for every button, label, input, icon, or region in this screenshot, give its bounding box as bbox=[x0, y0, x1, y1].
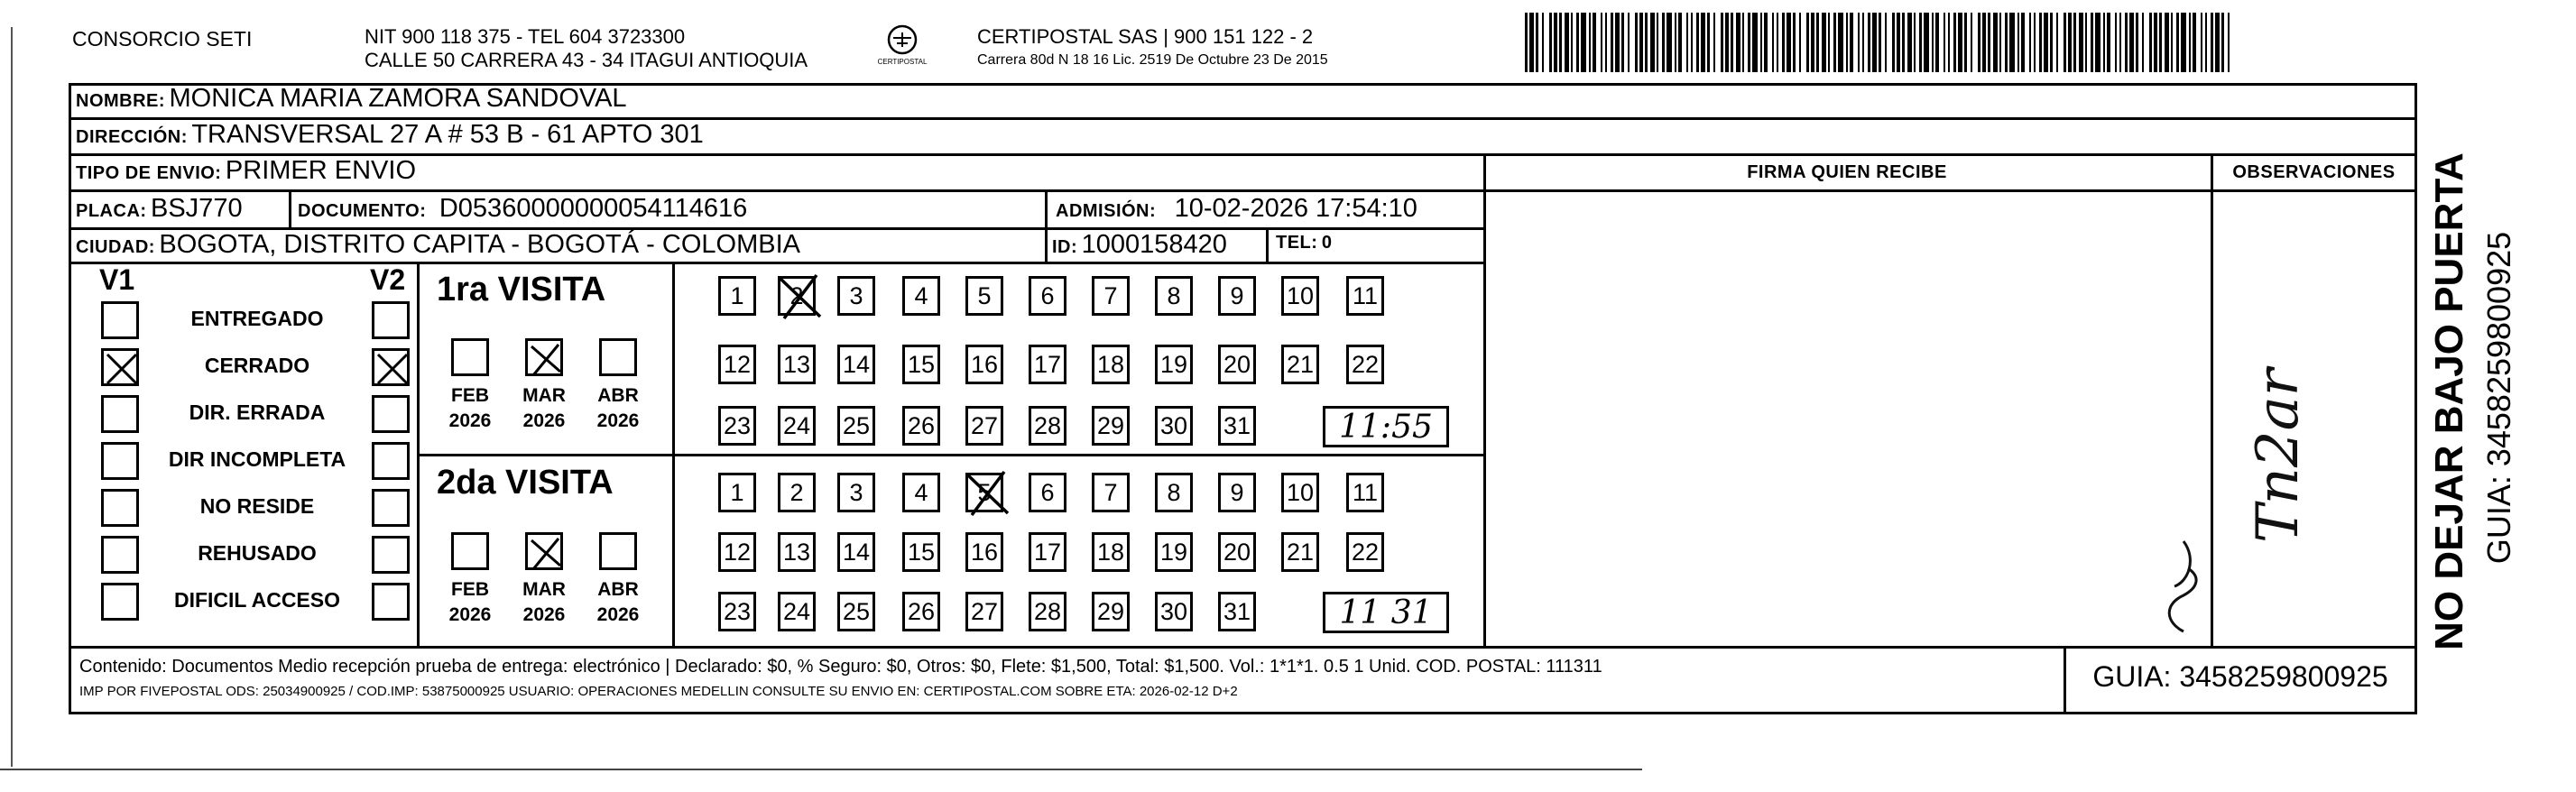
year-label: 2026 bbox=[448, 604, 492, 625]
day-number: 30 bbox=[1159, 597, 1188, 625]
day-box[interactable] bbox=[1155, 592, 1193, 631]
day-number: 3 bbox=[849, 281, 863, 309]
nombre-label: NOMBRE: bbox=[76, 91, 166, 111]
day-box[interactable] bbox=[1029, 406, 1066, 446]
month-checkbox[interactable] bbox=[525, 338, 563, 376]
tipo-label: TIPO DE ENVIO: bbox=[76, 163, 222, 183]
check-x-icon bbox=[775, 272, 826, 322]
ciudad-value: BOGOTA, DISTRITO CAPITA - BOGOTÁ - COLOMBIA bbox=[159, 230, 800, 259]
day-number: 27 bbox=[970, 597, 999, 625]
day-number: 20 bbox=[1223, 538, 1251, 566]
day-number: 21 bbox=[1286, 538, 1315, 566]
status-label: NO RESIDE bbox=[199, 494, 315, 518]
day-number: 15 bbox=[907, 350, 936, 378]
day-number: 2 bbox=[789, 281, 804, 309]
carrier-address: Carrera 80d N 18 16 Lic. 2519 De Octubre 23 De 2015 bbox=[977, 52, 1328, 68]
day-box[interactable] bbox=[778, 406, 816, 446]
month-checkbox[interactable] bbox=[599, 532, 637, 570]
year-label: 2026 bbox=[596, 410, 640, 431]
day-number: 31 bbox=[1223, 411, 1251, 439]
day-box[interactable] bbox=[1092, 345, 1130, 384]
day-box[interactable] bbox=[1155, 276, 1193, 316]
v2-checkbox[interactable] bbox=[372, 489, 410, 527]
day-number: 21 bbox=[1286, 350, 1315, 378]
day-number: 28 bbox=[1033, 411, 1062, 439]
day-box[interactable] bbox=[1092, 592, 1130, 631]
day-box[interactable] bbox=[1346, 532, 1384, 572]
v2-checkbox[interactable] bbox=[372, 583, 410, 621]
company-name: CONSORCIO SETI bbox=[72, 27, 253, 51]
day-number: 6 bbox=[1040, 281, 1055, 309]
day-box[interactable] bbox=[1155, 532, 1193, 572]
day-box[interactable] bbox=[778, 345, 816, 384]
day-number: 29 bbox=[1096, 597, 1125, 625]
v1-label: V1 bbox=[99, 263, 135, 296]
footer-guia: GUIA: 3458259800925 bbox=[2092, 660, 2388, 693]
documento-label: DOCUMENTO: bbox=[298, 201, 427, 221]
status-label: CERRADO bbox=[204, 354, 310, 377]
footer-imp: IMP POR FIVEPOSTAL ODS: 25034900925 / COD.IMP: 53875000925 USUARIO: OPERACIONES MEDELLIN CONSULTE SU ENVIO EN: CERTIPOSTAL.COM SOBRE ETA: 2026-02-12 D+2 bbox=[79, 684, 1238, 699]
day-box[interactable] bbox=[837, 276, 875, 316]
documento-field bbox=[298, 194, 747, 224]
v2-checkbox[interactable] bbox=[372, 442, 410, 480]
id-label: ID: bbox=[1052, 237, 1078, 257]
day-number: 16 bbox=[970, 538, 999, 566]
day-box[interactable] bbox=[1029, 345, 1066, 384]
tel-field bbox=[1276, 233, 1333, 253]
status-label: ENTREGADO bbox=[190, 307, 324, 330]
v1-checkbox[interactable] bbox=[101, 395, 139, 433]
day-number: 8 bbox=[1167, 478, 1181, 506]
day-number: 13 bbox=[782, 538, 811, 566]
carrier-line: CERTIPOSTAL SAS | 900 151 122 - 2 bbox=[977, 25, 1314, 48]
v2-checkbox[interactable] bbox=[372, 536, 410, 574]
day-box[interactable] bbox=[778, 532, 816, 572]
v1-checkbox[interactable] bbox=[101, 301, 139, 339]
day-box[interactable] bbox=[1218, 406, 1256, 446]
day-box[interactable] bbox=[965, 406, 1003, 446]
col-line bbox=[1483, 153, 1486, 646]
day-number: 6 bbox=[1040, 478, 1055, 506]
day-box[interactable] bbox=[1281, 532, 1319, 572]
month-checkbox[interactable] bbox=[599, 338, 637, 376]
day-number: 28 bbox=[1033, 597, 1062, 625]
day-box[interactable] bbox=[1218, 592, 1256, 631]
day-box[interactable] bbox=[1092, 532, 1130, 572]
col-line bbox=[1045, 189, 1048, 262]
second-visit-title: 2da VISITA bbox=[437, 464, 614, 502]
col-line bbox=[289, 189, 291, 227]
day-box[interactable] bbox=[837, 345, 875, 384]
day-box[interactable] bbox=[837, 473, 875, 512]
v1-checkbox[interactable] bbox=[101, 583, 139, 621]
documento-value: D05360000000054114616 bbox=[439, 194, 748, 223]
observation-handwriting: Tn2ar bbox=[2245, 368, 2312, 543]
tipo-row bbox=[76, 156, 416, 186]
day-number: 18 bbox=[1096, 350, 1125, 378]
day-box[interactable] bbox=[837, 532, 875, 572]
side-guia: GUIA: 3458259800925 bbox=[2480, 231, 2517, 565]
day-number: 7 bbox=[1103, 281, 1118, 309]
footer-content: Contenido: Documentos Medio recepción prueba de entrega: electrónico | Declarado: $0, % Seguro: $0, Otros: $0, Flete: $1,500, Total: $1,500. Vol.: 1*1*1. 0.5 1 Unid. COD. POSTAL: 111311 bbox=[79, 657, 1602, 677]
day-box[interactable] bbox=[902, 276, 940, 316]
row-line bbox=[69, 153, 2417, 156]
day-number: 16 bbox=[970, 350, 999, 378]
check-x-icon bbox=[528, 535, 564, 571]
day-box[interactable] bbox=[1346, 473, 1384, 512]
visit-time: 11 31 bbox=[1339, 594, 1433, 631]
ciudad-row bbox=[76, 230, 800, 260]
month-label: FEB bbox=[451, 579, 489, 600]
col-line bbox=[2414, 153, 2417, 646]
col-line bbox=[1266, 227, 1269, 262]
day-box[interactable] bbox=[778, 592, 816, 631]
direccion-row bbox=[76, 120, 704, 150]
day-box[interactable] bbox=[1155, 345, 1193, 384]
month-checkbox[interactable] bbox=[451, 532, 489, 570]
status-label: REHUSADO bbox=[198, 541, 317, 565]
day-number: 3 bbox=[849, 478, 863, 506]
id-field bbox=[1052, 230, 1227, 260]
admision-field bbox=[1056, 194, 1417, 224]
day-box[interactable] bbox=[1029, 592, 1066, 631]
day-box[interactable] bbox=[1346, 276, 1384, 316]
day-number: 5 bbox=[977, 478, 992, 506]
visit-time: 11:55 bbox=[1339, 408, 1433, 446]
day-number: 30 bbox=[1159, 411, 1188, 439]
direccion-label: DIRECCIÓN: bbox=[76, 127, 188, 147]
v2-checkbox[interactable] bbox=[372, 348, 410, 386]
day-box[interactable] bbox=[1218, 532, 1256, 572]
direccion-value: TRANSVERSAL 27 A # 53 B - 61 APTO 301 bbox=[191, 120, 704, 149]
day-number: 5 bbox=[977, 281, 992, 309]
nit-line: NIT 900 118 375 - TEL 604 3723300 bbox=[365, 25, 686, 48]
day-number: 27 bbox=[970, 411, 999, 439]
month-label: MAR bbox=[522, 579, 566, 600]
day-box[interactable] bbox=[1155, 406, 1193, 446]
month-label: FEB bbox=[451, 385, 489, 406]
day-box[interactable] bbox=[965, 276, 1003, 316]
day-number: 22 bbox=[1351, 538, 1380, 566]
day-box[interactable] bbox=[1218, 345, 1256, 384]
day-number: 20 bbox=[1223, 350, 1251, 378]
tel-value: 0 bbox=[1321, 233, 1333, 253]
visit-time-box[interactable] bbox=[1323, 592, 1449, 633]
day-number: 4 bbox=[914, 281, 928, 309]
year-label: 2026 bbox=[522, 410, 566, 431]
day-box[interactable] bbox=[1218, 473, 1256, 512]
month-checkbox[interactable] bbox=[451, 338, 489, 376]
visit-time-box[interactable] bbox=[1323, 406, 1449, 447]
day-number: 13 bbox=[782, 350, 811, 378]
day-box[interactable] bbox=[965, 532, 1003, 572]
day-number: 31 bbox=[1223, 597, 1251, 625]
day-number: 4 bbox=[914, 478, 928, 506]
day-number: 12 bbox=[723, 350, 752, 378]
v1-checkbox[interactable] bbox=[101, 536, 139, 574]
day-number: 14 bbox=[842, 538, 871, 566]
day-number: 1 bbox=[730, 478, 744, 506]
year-label: 2026 bbox=[522, 604, 566, 625]
day-number: 14 bbox=[842, 350, 871, 378]
row-line bbox=[69, 189, 2417, 192]
status-label: DIFICIL ACCESO bbox=[173, 588, 340, 612]
day-box[interactable] bbox=[718, 276, 756, 316]
day-box[interactable] bbox=[902, 592, 940, 631]
nombre-value: MONICA MARIA ZAMORA SANDOVAL bbox=[169, 84, 627, 113]
check-x-icon bbox=[374, 351, 411, 387]
day-box[interactable] bbox=[902, 473, 940, 512]
day-number: 1 bbox=[730, 281, 744, 309]
day-number: 10 bbox=[1286, 478, 1315, 506]
day-number: 17 bbox=[1033, 350, 1062, 378]
day-number: 19 bbox=[1159, 538, 1188, 566]
day-number: 24 bbox=[782, 597, 811, 625]
day-box[interactable] bbox=[1281, 276, 1319, 316]
day-box[interactable] bbox=[1346, 345, 1384, 384]
day-box[interactable] bbox=[902, 345, 940, 384]
day-number: 9 bbox=[1230, 281, 1244, 309]
v1-checkbox[interactable] bbox=[101, 489, 139, 527]
day-number: 25 bbox=[842, 597, 871, 625]
day-box[interactable] bbox=[1029, 276, 1066, 316]
day-box[interactable] bbox=[1218, 276, 1256, 316]
logo-text: CERTIPOSTAL bbox=[877, 58, 928, 66]
day-number: 23 bbox=[723, 597, 752, 625]
day-number: 26 bbox=[907, 411, 936, 439]
placa-row bbox=[76, 194, 243, 224]
day-box[interactable] bbox=[778, 473, 816, 512]
day-number: 11 bbox=[1352, 478, 1379, 506]
day-box[interactable] bbox=[965, 473, 1003, 512]
year-label: 2026 bbox=[596, 604, 640, 625]
day-number: 22 bbox=[1351, 350, 1380, 378]
certipostal-logo bbox=[866, 22, 938, 72]
day-number: 24 bbox=[782, 411, 811, 439]
day-number: 25 bbox=[842, 411, 871, 439]
v2-checkbox[interactable] bbox=[372, 301, 410, 339]
day-box[interactable] bbox=[1155, 473, 1193, 512]
day-box[interactable] bbox=[837, 406, 875, 446]
v2-checkbox[interactable] bbox=[372, 395, 410, 433]
day-box[interactable] bbox=[965, 592, 1003, 631]
observaciones-header: OBSERVACIONES bbox=[2232, 162, 2396, 182]
day-number: 15 bbox=[907, 538, 936, 566]
day-number: 18 bbox=[1096, 538, 1125, 566]
firma-header: FIRMA QUIEN RECIBE bbox=[1747, 162, 1947, 182]
day-box[interactable] bbox=[1092, 473, 1130, 512]
year-label: 2026 bbox=[448, 410, 492, 431]
row-line bbox=[69, 262, 1485, 264]
admision-label: ADMISIÓN: bbox=[1056, 201, 1157, 221]
day-number: 23 bbox=[723, 411, 752, 439]
first-visit-title: 1ra VISITA bbox=[437, 271, 606, 309]
day-box[interactable] bbox=[965, 345, 1003, 384]
address-line: CALLE 50 CARRERA 43 - 34 ITAGUI ANTIOQUIA bbox=[365, 49, 808, 71]
tel-label: TEL: bbox=[1276, 233, 1318, 253]
no-dejar-bajo-puerta: NO DEJAR BAJO PUERTA bbox=[2427, 152, 2471, 650]
v1-checkbox[interactable] bbox=[101, 348, 139, 386]
tipo-value: PRIMER ENVIO bbox=[225, 156, 417, 185]
day-number: 2 bbox=[789, 478, 804, 506]
day-number: 12 bbox=[723, 538, 752, 566]
day-box[interactable] bbox=[1029, 473, 1066, 512]
placa-value: BSJ770 bbox=[151, 194, 243, 223]
day-box[interactable] bbox=[1029, 532, 1066, 572]
status-label: DIR. ERRADA bbox=[189, 401, 326, 424]
day-box[interactable] bbox=[1281, 345, 1319, 384]
day-box[interactable] bbox=[1092, 406, 1130, 446]
scan-bottom-edge bbox=[0, 769, 1642, 770]
nombre-row bbox=[76, 84, 627, 114]
check-x-icon bbox=[104, 351, 140, 387]
day-box[interactable] bbox=[718, 345, 756, 384]
day-box[interactable] bbox=[1281, 473, 1319, 512]
day-box[interactable] bbox=[718, 473, 756, 512]
day-number: 11 bbox=[1352, 281, 1379, 309]
day-box[interactable] bbox=[1092, 276, 1130, 316]
day-number: 17 bbox=[1033, 538, 1062, 566]
day-number: 19 bbox=[1159, 350, 1188, 378]
day-number: 10 bbox=[1286, 281, 1315, 309]
day-number: 9 bbox=[1230, 478, 1244, 506]
day-number: 26 bbox=[907, 597, 936, 625]
day-box[interactable] bbox=[778, 276, 816, 316]
month-label: MAR bbox=[522, 385, 566, 406]
month-checkbox[interactable] bbox=[525, 532, 563, 570]
day-box[interactable] bbox=[837, 592, 875, 631]
day-number: 8 bbox=[1167, 281, 1181, 309]
status-label: DIR INCOMPLETA bbox=[168, 447, 346, 471]
day-box[interactable] bbox=[718, 532, 756, 572]
month-label: ABR bbox=[597, 385, 639, 406]
v1-checkbox[interactable] bbox=[101, 442, 139, 480]
day-box[interactable] bbox=[718, 406, 756, 446]
ciudad-label: CIUDAD: bbox=[76, 237, 155, 257]
id-value: 1000158420 bbox=[1081, 230, 1227, 259]
day-box[interactable] bbox=[902, 406, 940, 446]
v2-label: V2 bbox=[370, 263, 406, 296]
day-number: 29 bbox=[1096, 411, 1125, 439]
check-x-icon bbox=[963, 468, 1013, 519]
day-number: 7 bbox=[1103, 478, 1118, 506]
day-box[interactable] bbox=[718, 592, 756, 631]
check-x-icon bbox=[528, 341, 564, 377]
scan-left-edge bbox=[11, 27, 13, 767]
row-line bbox=[417, 454, 1485, 456]
day-box[interactable] bbox=[902, 532, 940, 572]
placa-label: PLACA: bbox=[76, 201, 147, 221]
month-label: ABR bbox=[597, 579, 639, 600]
barcode bbox=[1525, 13, 2238, 74]
admision-value: 10-02-2026 17:54:10 bbox=[1174, 194, 1417, 223]
